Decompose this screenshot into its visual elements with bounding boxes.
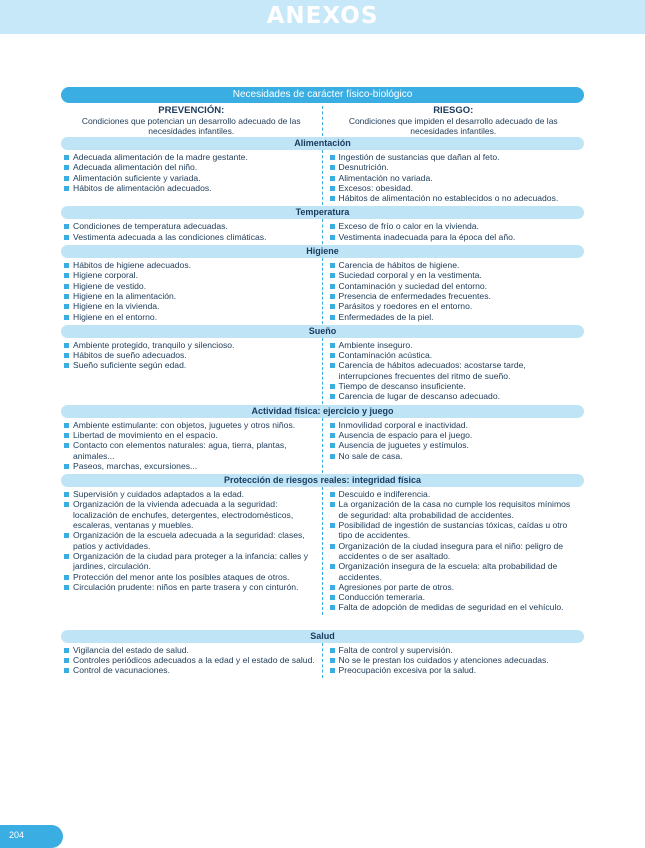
risk-header: [323, 106, 585, 136]
risk-column: [323, 150, 585, 205]
list-item: Vestimenta inadecuada para la época del año.: [329, 232, 583, 242]
list-item: Falta de adopción de medidas de seguridad en el vehículo.: [329, 602, 583, 612]
list-item: Contaminación y suciedad del entorno.: [329, 281, 583, 291]
list-item: Ausencia de juguetes y estímulos.: [329, 440, 583, 450]
prevention-column: [61, 258, 323, 324]
prevention-column: [61, 418, 323, 473]
list-item: Excesos: obesidad.: [329, 183, 583, 193]
list-item: No se le prestan los cuidados y atenciones adecuadas.: [329, 655, 583, 665]
bullet-list: [63, 340, 316, 371]
page-number: 204: [9, 830, 25, 840]
section-columns: [61, 219, 584, 244]
list-item: Conducción temeraria.: [329, 592, 583, 602]
list-item: Carencia de hábitos adecuados: acostarse tarde, interrupciones frecuentes del ritmo de sueño.: [329, 360, 583, 381]
list-item: Hábitos de alimentación adecuados.: [63, 183, 316, 193]
bullet-list: [63, 645, 316, 676]
section-columns: [61, 338, 584, 404]
risk-heading: RIESGO:: [433, 105, 474, 116]
list-item: Parásitos y roedores en el entorno.: [329, 301, 583, 311]
list-item: Carencia de lugar de descanso adecuado.: [329, 391, 583, 401]
list-item: Organización insegura de la escuela: alta probabilidad de accidentes.: [329, 561, 583, 582]
risk-column: [323, 643, 585, 678]
list-item: Sueño suficiente según edad.: [63, 360, 316, 370]
risk-column: [323, 487, 585, 615]
list-item: Carencia de hábitos de higiene.: [329, 260, 583, 270]
section-columns: [61, 487, 584, 621]
list-item: Control de vacunaciones.: [63, 665, 316, 675]
list-item: Alimentación no variada.: [329, 173, 583, 183]
bullet-list: [329, 260, 583, 322]
bullet-list: [329, 420, 583, 461]
risk-column: [323, 418, 585, 473]
list-item: Supervisión y cuidados adaptados a la edad.: [63, 489, 316, 499]
list-item: Enfermedades de la piel.: [329, 312, 583, 322]
list-item: Falta de control y supervisión.: [329, 645, 583, 655]
list-item: Organización de la escuela adecuada a la seguridad: clases, patios y actividades.: [63, 530, 316, 551]
list-item: Posibilidad de ingestión de sustancias tóxicas, caídas u otro tipo de accidentes.: [329, 520, 583, 541]
sections-container: [61, 137, 584, 678]
table-header: [61, 106, 584, 136]
section-title: Temperatura: [61, 206, 584, 219]
list-item: Agresiones por parte de otros.: [329, 582, 583, 592]
list-item: Ambiente inseguro.: [329, 340, 583, 350]
list-item: Libertad de movimiento en el espacio.: [63, 430, 316, 440]
list-item: Contaminación acústica.: [329, 350, 583, 360]
section-title: Salud: [61, 630, 584, 643]
list-item: Alimentación suficiente y variada.: [63, 173, 316, 183]
bullet-list: [63, 152, 316, 193]
page-title: ANEXOS: [266, 3, 379, 29]
section-title: Sueño: [61, 325, 584, 338]
bullet-list: [329, 152, 583, 203]
section-columns: [61, 643, 584, 678]
bullet-list: [63, 489, 316, 592]
list-item: Controles periódicos adecuados a la edad y el estado de salud.: [63, 655, 316, 665]
section-title: Alimentación: [61, 137, 584, 150]
list-item: Ambiente protegido, tranquilo y silencioso.: [63, 340, 316, 350]
risk-column: [323, 258, 585, 324]
list-item: Exceso de frío o calor en la vivienda.: [329, 221, 583, 231]
list-item: Protección del menor ante los posibles ataques de otros.: [63, 572, 316, 582]
list-item: Tiempo de descanso insuficiente.: [329, 381, 583, 391]
section-columns: [61, 418, 584, 473]
section-title: Higiene: [61, 245, 584, 258]
bullet-list: [63, 420, 316, 471]
list-item: Ambiente estimulante: con objetos, juguetes y otros niños.: [63, 420, 316, 430]
list-item: Preocupación excesiva por la salud.: [329, 665, 583, 675]
list-item: Hábitos de alimentación no establecidos o no adecuados.: [329, 193, 583, 203]
bullet-list: [329, 489, 583, 613]
list-item: Ingestión de sustancias que dañan al feto.: [329, 152, 583, 162]
list-item: Hábitos de sueño adecuados.: [63, 350, 316, 360]
risk-description: Condiciones que impiden el desarrollo adecuado de las necesidades infantiles.: [348, 116, 558, 136]
list-item: Adecuada alimentación de la madre gestante.: [63, 152, 316, 162]
list-item: Contacto con elementos naturales: agua, tierra, plantas, animales...: [63, 440, 316, 461]
section-columns: [61, 258, 584, 324]
list-item: Paseos, marchas, excursiones...: [63, 461, 316, 471]
list-item: Vestimenta adecuada a las condiciones climáticas.: [63, 232, 316, 242]
list-item: Higiene de vestido.: [63, 281, 316, 291]
prevention-header: [61, 106, 323, 136]
list-item: Circulación prudente: niños en parte trasera y con cinturón.: [63, 582, 316, 592]
list-item: Suciedad corporal y en la vestimenta.: [329, 270, 583, 280]
list-item: Ausencia de espacio para el juego.: [329, 430, 583, 440]
table-title: Necesidades de carácter físico-biológico: [61, 87, 584, 103]
bullet-list: [63, 221, 316, 242]
section-columns: [61, 150, 584, 205]
list-item: Organización de la ciudad insegura para el niño: peligro de accidentes o de ser asaltado.: [329, 541, 583, 562]
list-item: Organización de la ciudad para proteger a la infancia: calles y jardines, circulación.: [63, 551, 316, 572]
list-item: La organización de la casa no cumple los requisitos mínimos de seguridad: alta probabilidad de accidentes.: [329, 499, 583, 520]
bullet-list: [329, 221, 583, 242]
bullet-list: [329, 645, 583, 676]
bullet-list: [329, 340, 583, 402]
list-item: Higiene en la vivienda.: [63, 301, 316, 311]
list-item: Descuido e indiferencia.: [329, 489, 583, 499]
list-item: Inmovilidad corporal e inactividad.: [329, 420, 583, 430]
list-item: Desnutrición.: [329, 162, 583, 172]
risk-column: [323, 338, 585, 404]
list-item: Hábitos de higiene adecuados.: [63, 260, 316, 270]
section-title: Protección de riesgos reales: integridad física: [61, 474, 584, 487]
list-item: Condiciones de temperatura adecuadas.: [63, 221, 316, 231]
needs-table: [61, 87, 584, 678]
list-item: Organización de la vivienda adecuada a la seguridad: localización de enchufes, detergentes, electrodomésticos, escaleras, ventanas y muebles.: [63, 499, 316, 530]
prevention-column: [61, 338, 323, 404]
prevention-description: Condiciones que potencian un desarrollo adecuado de las necesidades infantiles.: [81, 116, 301, 136]
prevention-column: [61, 150, 323, 205]
list-item: Adecuada alimentación del niño.: [63, 162, 316, 172]
prevention-column: [61, 643, 323, 678]
prevention-column: [61, 219, 323, 244]
risk-column: [323, 219, 585, 244]
list-item: Higiene en el entorno.: [63, 312, 316, 322]
bullet-list: [63, 260, 316, 322]
list-item: No sale de casa.: [329, 451, 583, 461]
prevention-heading: PREVENCIÓN:: [158, 105, 225, 116]
prevention-column: [61, 487, 323, 615]
list-item: Presencia de enfermedades frecuentes.: [329, 291, 583, 301]
list-item: Higiene en la alimentación.: [63, 291, 316, 301]
list-item: Higiene corporal.: [63, 270, 316, 280]
section-title: Actividad física: ejercicio y juego: [61, 405, 584, 418]
list-item: Vigilancia del estado de salud.: [63, 645, 316, 655]
